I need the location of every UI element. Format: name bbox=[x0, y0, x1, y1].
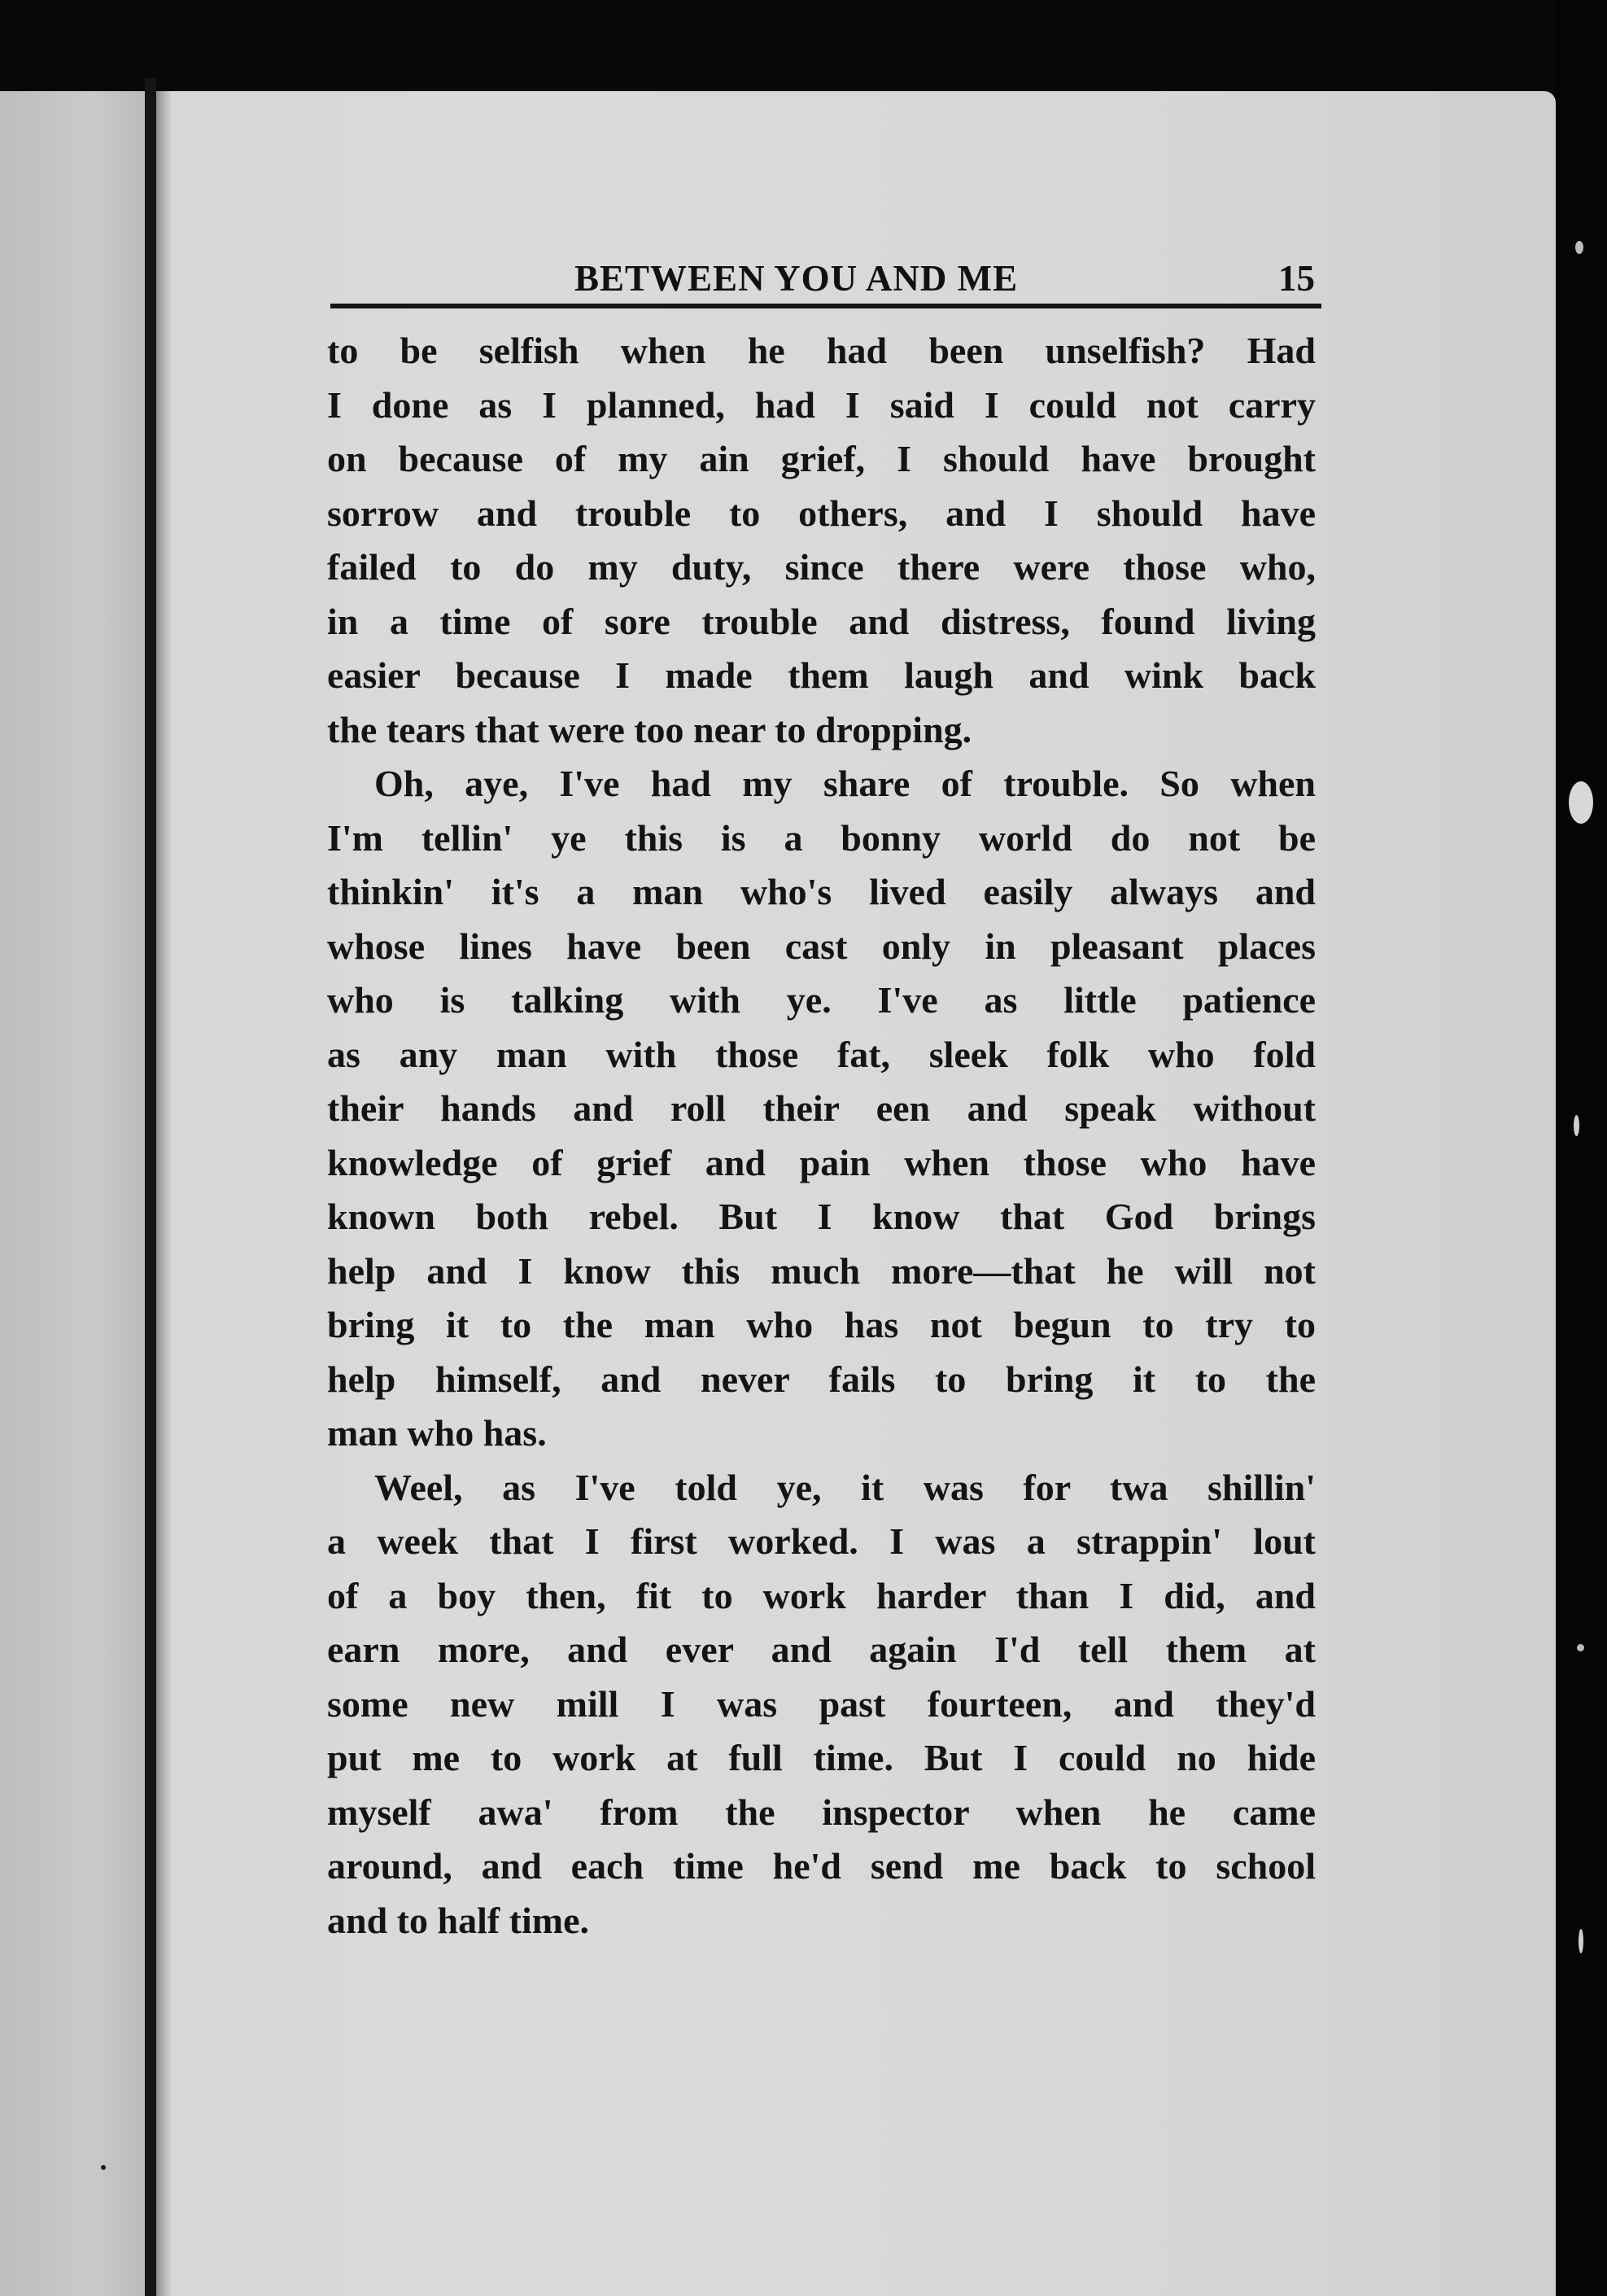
text-line: myself awa' from the inspector when he came bbox=[327, 1791, 1316, 1833]
scan-speck bbox=[101, 2165, 106, 2170]
scan-speck bbox=[1574, 1115, 1579, 1136]
text-line: earn more, and ever and again I'd tell them at bbox=[327, 1629, 1316, 1670]
text-line: some new mill I was past fourteen, and they'd bbox=[327, 1682, 1316, 1725]
scan-speck bbox=[1579, 1929, 1583, 1953]
text-line: I'm tellin' ye this is a bonny world do not be bbox=[327, 816, 1316, 859]
text-line: help himself, and never fails to bring it to the bbox=[327, 1358, 1316, 1400]
text-line: man who has. bbox=[327, 1412, 547, 1454]
text-line: known both rebel. But I know that God brings bbox=[327, 1196, 1316, 1237]
facing-page-edge bbox=[0, 91, 151, 2296]
text-line: put me to work at full time. But I could no hide bbox=[327, 1737, 1316, 1778]
text-line: as any man with those fat, sleek folk who fold bbox=[327, 1033, 1316, 1075]
paragraph-start-line: Oh, aye, I've had my share of trouble. So when bbox=[374, 763, 1316, 804]
text-line: around, and each time he'd send me back to school bbox=[327, 1845, 1316, 1887]
scan-speck bbox=[1577, 1644, 1584, 1651]
text-line: of a boy then, fit to work harder than I did, and bbox=[327, 1574, 1316, 1616]
page-number: 15 bbox=[1278, 258, 1315, 299]
text-line: sorrow and trouble to others, and I should have bbox=[327, 492, 1316, 534]
text-line: easier because I made them laugh and wink back bbox=[327, 654, 1316, 696]
text-line: the tears that were too near to dropping. bbox=[327, 708, 972, 750]
running-head-title: BETWEEN YOU AND ME bbox=[574, 258, 1019, 299]
text-line: failed to do my duty, since there were those who, bbox=[327, 546, 1316, 588]
text-line: who is talking with ye. I've as little patience bbox=[327, 979, 1316, 1021]
scan-speck bbox=[1575, 241, 1583, 254]
text-line: bring it to the man who has not begun to try to bbox=[327, 1304, 1316, 1345]
text-line: thinkin' it's a man who's lived easily always and bbox=[327, 871, 1316, 912]
running-head bbox=[330, 257, 1321, 306]
text-line: to be selfish when he had been unselfish? Had bbox=[327, 330, 1316, 371]
text-line: on because of my ain grief, I should have brought bbox=[327, 438, 1316, 479]
text-line: I done as I planned, had I said I could not carry bbox=[327, 383, 1316, 426]
text-line: a week that I first worked. I was a strappin' lout bbox=[327, 1520, 1316, 1562]
text-line: and to half time. bbox=[327, 1899, 589, 1941]
text-line: help and I know this much more—that he will not bbox=[327, 1249, 1316, 1292]
text-line: in a time of sore trouble and distress, found living bbox=[327, 600, 1316, 642]
scan-speck bbox=[1569, 781, 1593, 824]
paragraph-start-line: Weel, as I've told ye, it was for twa shillin' bbox=[374, 1466, 1316, 1508]
text-line: their hands and roll their een and speak without bbox=[327, 1087, 1316, 1129]
book-gutter bbox=[145, 78, 156, 2296]
header-rule bbox=[330, 304, 1321, 308]
text-line: whose lines have been cast only in pleasant places bbox=[327, 925, 1316, 967]
text-line: knowledge of grief and pain when those who have bbox=[327, 1141, 1316, 1183]
body-text bbox=[327, 324, 1316, 1948]
gutter-shadow bbox=[156, 91, 171, 2296]
